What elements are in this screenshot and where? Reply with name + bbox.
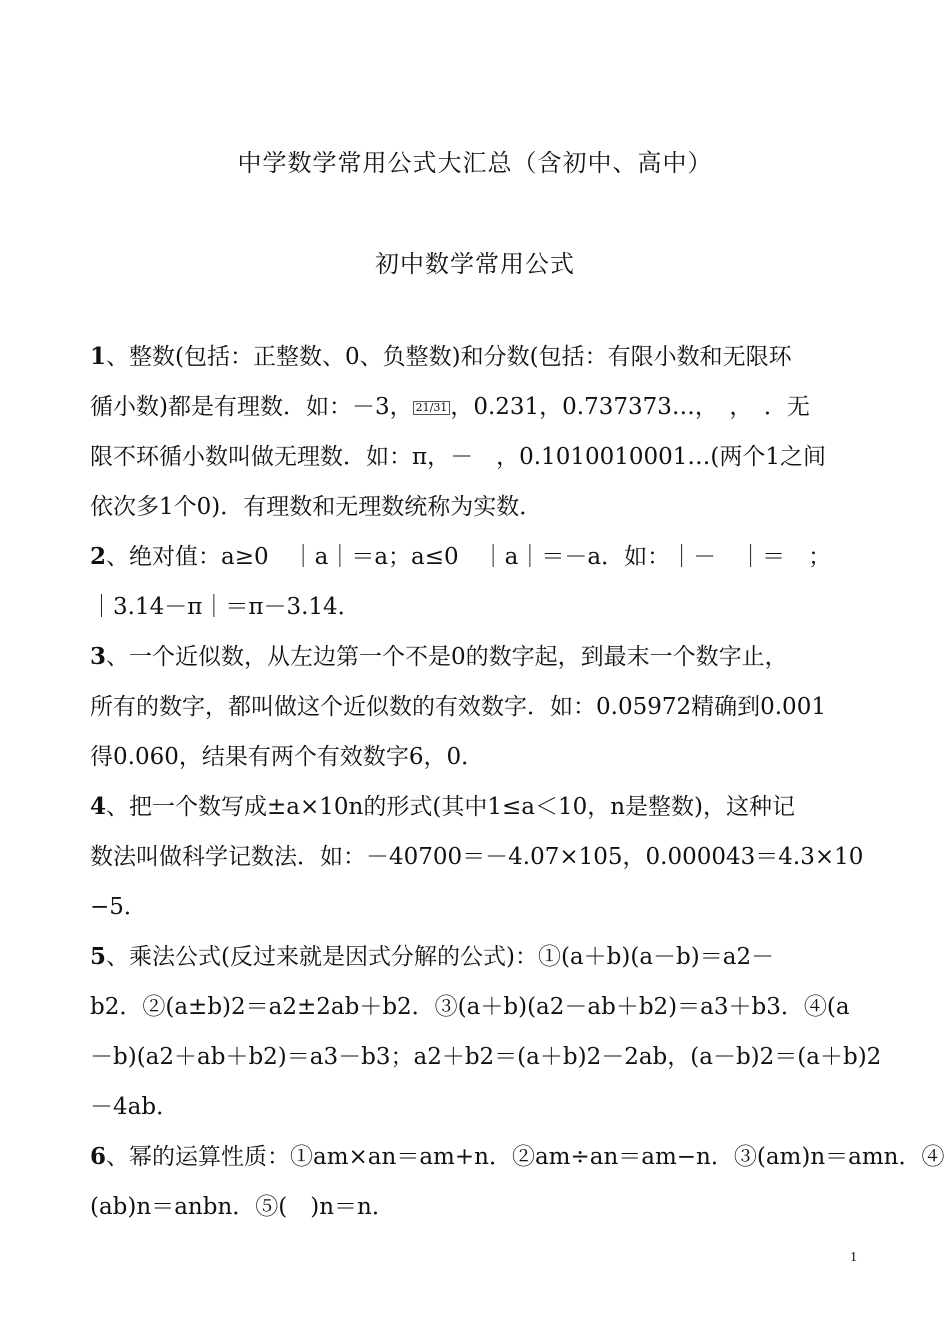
fraction-image: 21/31 <box>413 401 451 415</box>
formula-item-5 <box>90 932 882 1132</box>
item-line: b2．②(a±b)2＝a2±2ab＋b2．③(a＋b)(a2－ab＋b2)＝a3＋b3．④(a <box>90 994 850 1020</box>
item-line: 数法叫做科学记数法．如：－40700＝－4.07×105，0.000043＝4.3×10 <box>90 844 864 870</box>
item-line: ｜3.14－π｜＝π－3.14． <box>90 594 361 620</box>
item-line: 3、一个近似数，从左边第一个不是0的数字起，到最末一个数字止， <box>90 643 788 670</box>
item-number: 3 <box>90 643 107 670</box>
item-line: 2、绝对值：a≥0 ｜a｜＝a；a≤0 ｜a｜＝－a．如：｜－ ｜＝ ； <box>90 543 832 570</box>
document-title: 中学数学常用公式大汇总（含初中、高中） <box>237 149 713 177</box>
item-number: 5 <box>90 943 107 970</box>
item-line: (ab)n＝anbn．⑤( )n＝n． <box>90 1194 395 1220</box>
item-line: 依次多1个0)．有理数和无理数统称为实数． <box>90 494 543 520</box>
item-line: 6、幂的运算性质：①am×an＝am+n．②am÷an＝am−n．③(am)n＝amn．④ <box>90 1143 945 1170</box>
item-number: 2 <box>90 543 107 570</box>
page-number: 1 <box>850 1250 857 1265</box>
item-number: 1 <box>90 343 107 370</box>
formula-item-1 <box>90 332 860 532</box>
item-line: 1、整数(包括：正整数、0、负整数)和分数(包括：有限小数和无限环 <box>90 343 792 370</box>
item-line: 循小数)都是有理数．如：－3， 21/31 ，0.231，0.737373…， ， ．无 <box>90 394 810 420</box>
item-line: －4ab． <box>90 1094 180 1120</box>
item-line: 4、把一个数写成±a×10n的形式(其中1≤a＜10，n是整数)，这种记 <box>90 793 795 820</box>
item-line: 得0.060，结果有两个有效数字6，0． <box>90 744 485 770</box>
item-line: 5、乘法公式(反过来就是因式分解的公式)：①(a＋b)(a－b)＝a2－ <box>90 943 775 970</box>
section-title: 初中数学常用公式 <box>375 250 575 278</box>
formula-item-3 <box>90 632 860 782</box>
item-number: 6 <box>90 1143 107 1170</box>
formula-item-2 <box>90 532 860 632</box>
item-line: −5． <box>90 894 147 920</box>
item-line: 所有的数字，都叫做这个近似数的有效数字．如：0.05972精确到0.001 <box>90 694 826 720</box>
formula-item-4 <box>90 782 864 932</box>
item-line: 限不环循小数叫做无理数．如：π，－ ，0.1010010001…(两个1之间 <box>90 444 826 470</box>
formula-item-6 <box>90 1132 945 1232</box>
item-number: 4 <box>90 793 107 820</box>
item-line: －b)(a2＋ab＋b2)＝a3－b3；a2＋b2＝(a＋b)2－2ab，(a－b)2＝(a＋b)2 <box>90 1044 882 1070</box>
